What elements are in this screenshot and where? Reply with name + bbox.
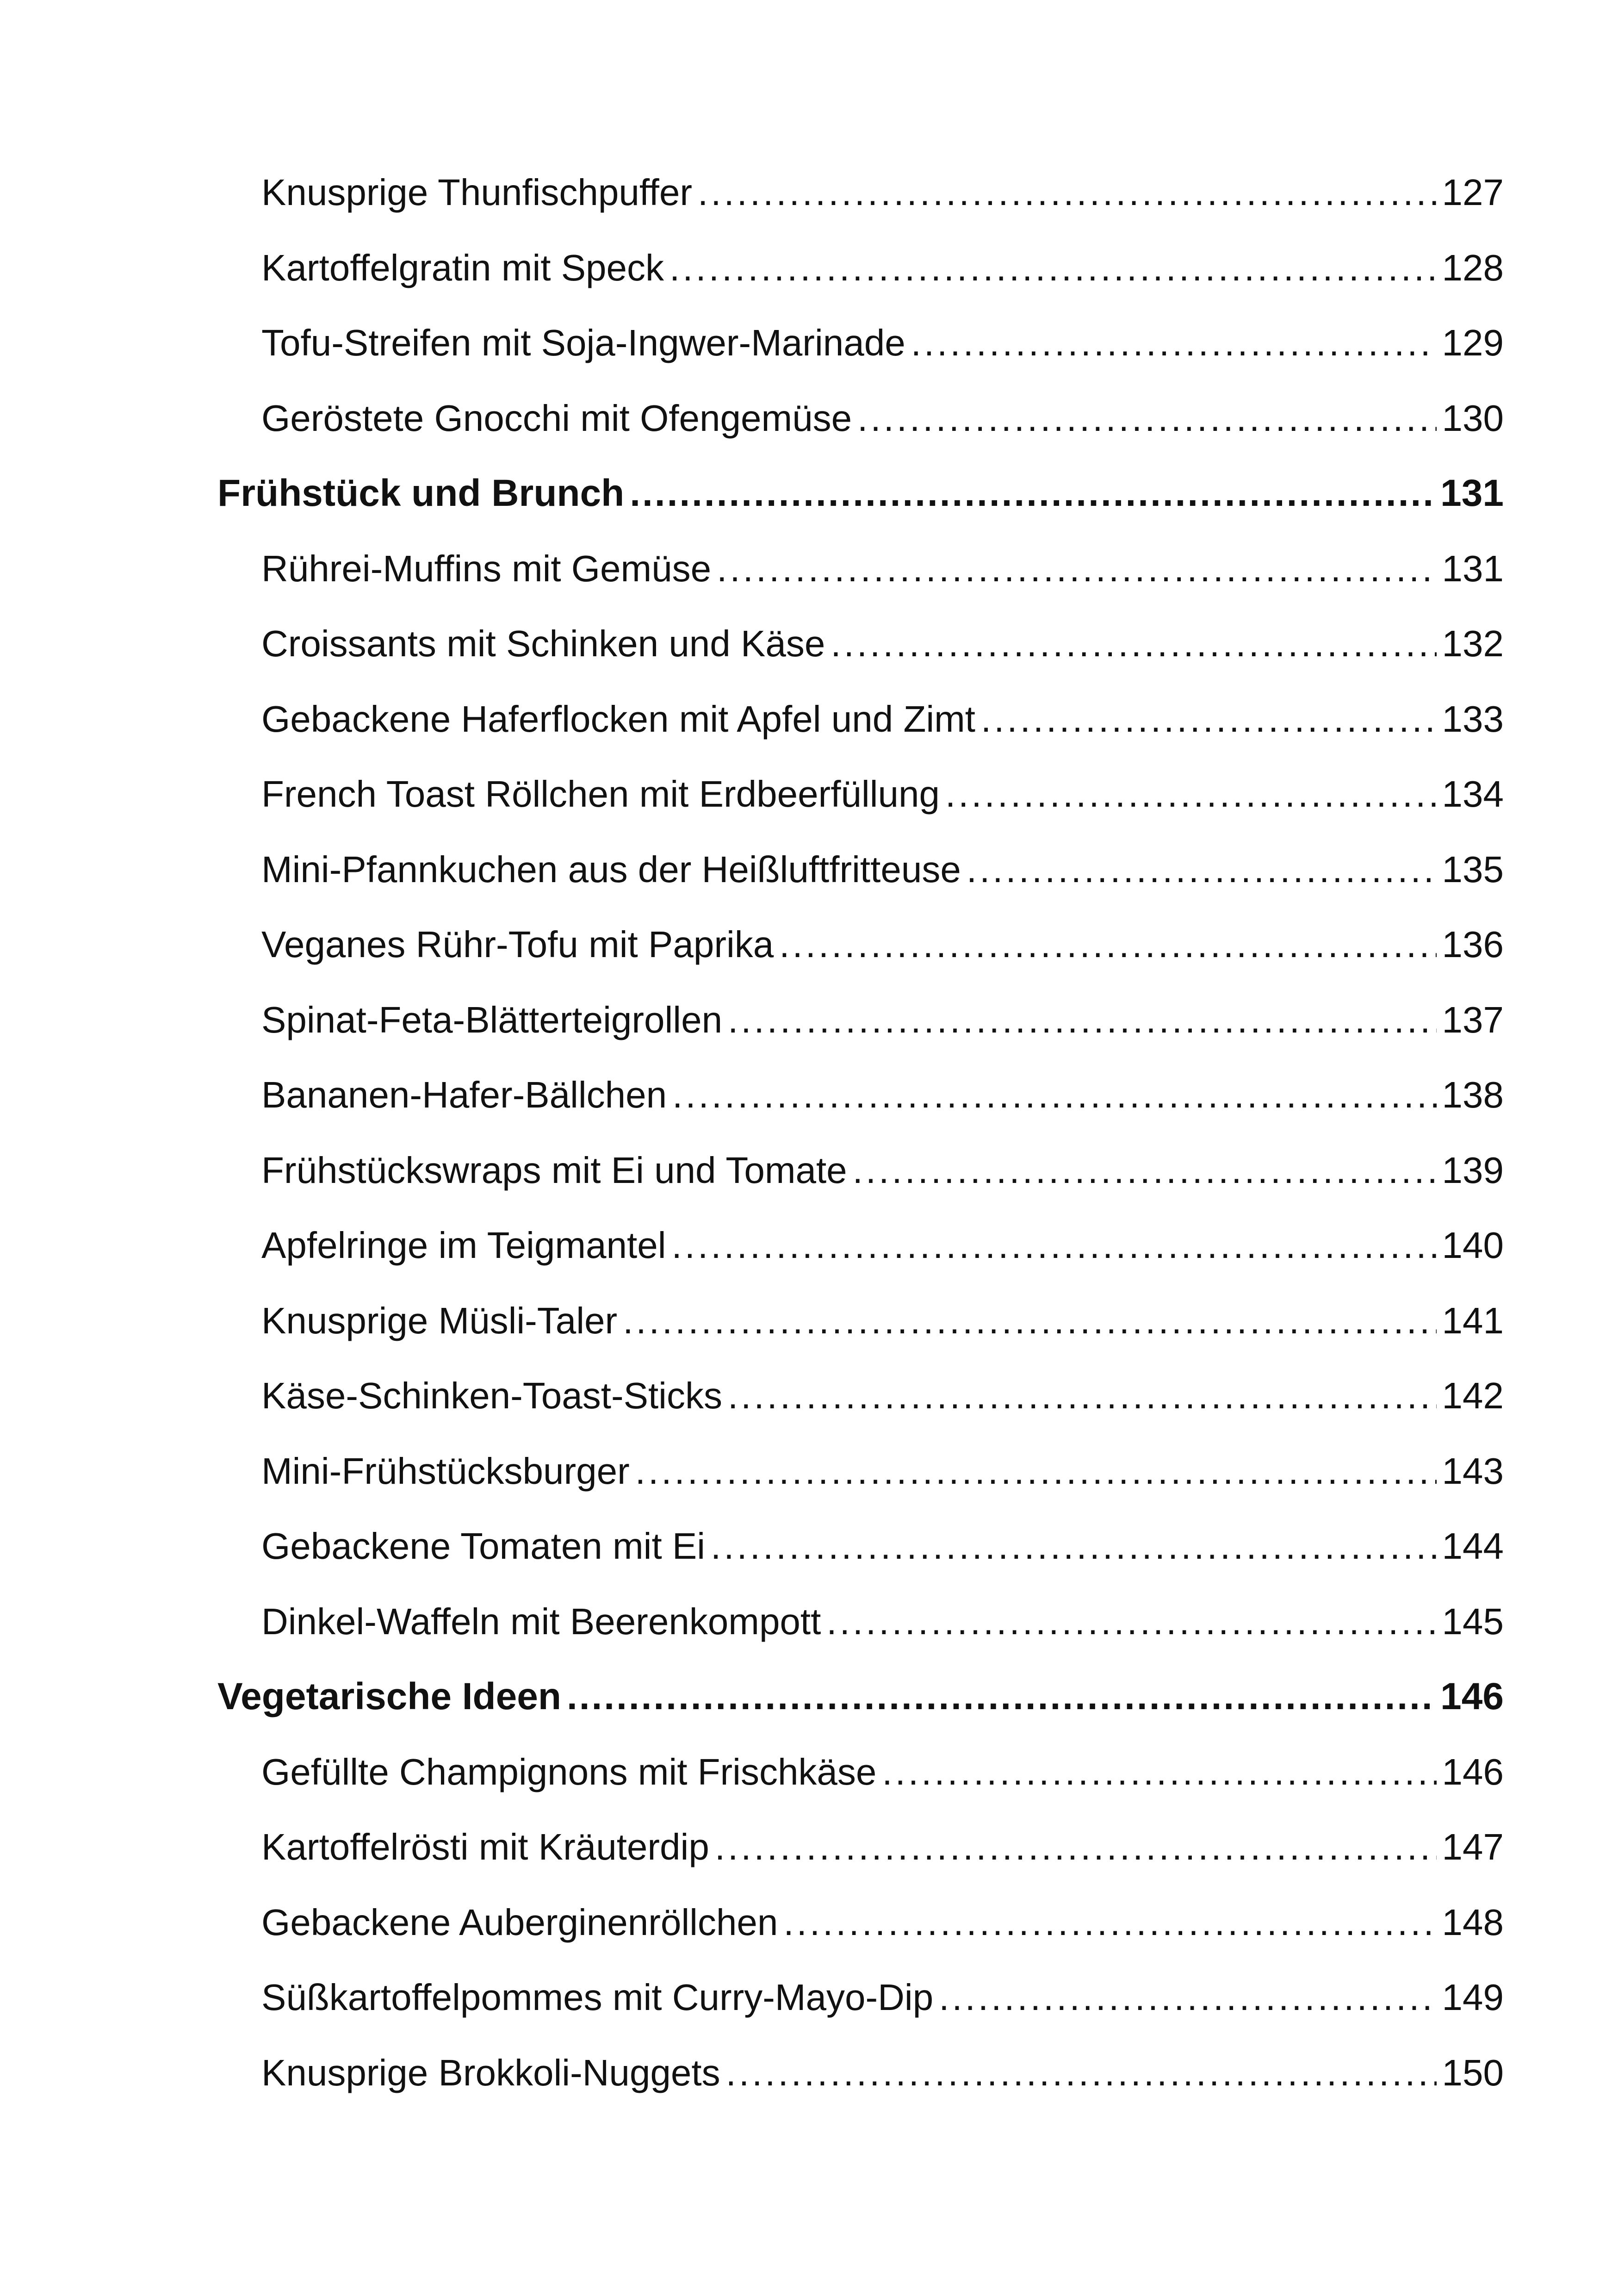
toc-entry-title: Apfelringe im Teigmantel bbox=[261, 1225, 666, 1266]
toc-leader bbox=[630, 456, 1435, 531]
toc-page-number: 131 bbox=[1442, 548, 1504, 589]
toc-leader bbox=[911, 305, 1437, 381]
toc-page-number: 129 bbox=[1442, 322, 1504, 363]
toc-entry-title: Knusprige Thunfischpuffer bbox=[261, 172, 692, 213]
toc-leader bbox=[670, 230, 1436, 306]
toc-leader bbox=[945, 757, 1437, 832]
toc-section-heading[interactable] bbox=[217, 1659, 1504, 1735]
toc-page-number: 135 bbox=[1442, 848, 1504, 890]
toc-entry-title: Gebackene Auberginenröllchen bbox=[261, 1901, 778, 1943]
toc-page-number: 134 bbox=[1442, 773, 1504, 815]
toc-page-number: 150 bbox=[1442, 2052, 1504, 2093]
toc-leader bbox=[717, 531, 1436, 607]
toc-entry[interactable] bbox=[217, 305, 1504, 381]
toc-leader bbox=[728, 983, 1436, 1058]
toc-entry-title: Kartoffelgratin mit Speck bbox=[261, 247, 664, 288]
toc-entry-title: Veganes Rühr-Tofu mit Paprika bbox=[261, 924, 774, 965]
toc-entry[interactable] bbox=[217, 1735, 1504, 1810]
toc-entry[interactable] bbox=[217, 606, 1504, 682]
toc-leader bbox=[726, 2035, 1437, 2111]
toc-entry-title: Croissants mit Schinken und Käse bbox=[261, 623, 825, 664]
toc-page-number: 127 bbox=[1442, 172, 1504, 213]
toc-page-number: 146 bbox=[1442, 1751, 1504, 1792]
toc-page-number: 132 bbox=[1442, 623, 1504, 664]
toc-entry-title: Spinat-Feta-Blätterteigrollen bbox=[261, 999, 723, 1040]
toc-entry-title: Knusprige Brokkoli-Nuggets bbox=[261, 2052, 720, 2093]
toc-leader bbox=[672, 1058, 1436, 1133]
toc-entry[interactable] bbox=[217, 1358, 1504, 1434]
toc-section-title: Vegetarische Ideen bbox=[217, 1675, 561, 1717]
toc-leader bbox=[981, 682, 1437, 757]
toc-leader bbox=[635, 1434, 1437, 1509]
toc-page-number: 144 bbox=[1442, 1525, 1504, 1567]
toc-page-number: 148 bbox=[1442, 1901, 1504, 1943]
toc-entry[interactable] bbox=[217, 1960, 1504, 2035]
toc-entry-title: Mini-Pfannkuchen aus der Heißluftfritteuse bbox=[261, 848, 961, 890]
toc-entry-title: Gebackene Haferflocken mit Apfel und Zimt bbox=[261, 698, 975, 740]
toc-entry[interactable] bbox=[217, 155, 1504, 230]
toc-leader bbox=[882, 1735, 1436, 1810]
toc-entry-title: Gebackene Tomaten mit Ei bbox=[261, 1525, 706, 1567]
toc-leader bbox=[711, 1509, 1436, 1584]
toc-entry[interactable] bbox=[217, 1584, 1504, 1660]
toc-section-title: Frühstück und Brunch bbox=[217, 472, 625, 514]
toc-entry-title: Bananen-Hafer-Bällchen bbox=[261, 1074, 667, 1115]
toc-entry-title: Süßkartoffelpommes mit Curry-Mayo-Dip bbox=[261, 1977, 934, 2018]
toc-leader bbox=[857, 381, 1436, 456]
toc-leader bbox=[826, 1584, 1436, 1660]
toc-entry-title: Kartoffelrösti mit Kräuterdip bbox=[261, 1826, 709, 1867]
toc-page-number: 131 bbox=[1440, 472, 1504, 514]
toc-entry[interactable] bbox=[217, 757, 1504, 832]
toc-entry-title: French Toast Röllchen mit Erdbeerfüllung bbox=[261, 773, 940, 815]
toc-page-number: 136 bbox=[1442, 924, 1504, 965]
table-of-contents bbox=[217, 155, 1504, 2110]
toc-leader bbox=[728, 1358, 1437, 1434]
toc-entry[interactable] bbox=[217, 1208, 1504, 1283]
toc-leader bbox=[783, 1885, 1436, 1960]
toc-page-number: 142 bbox=[1442, 1375, 1504, 1416]
toc-entry[interactable] bbox=[217, 531, 1504, 607]
toc-entry[interactable] bbox=[217, 1283, 1504, 1359]
toc-section-heading[interactable] bbox=[217, 456, 1504, 531]
toc-page-number: 138 bbox=[1442, 1074, 1504, 1115]
toc-page-number: 141 bbox=[1442, 1300, 1504, 1341]
toc-entry[interactable] bbox=[217, 381, 1504, 456]
toc-entry[interactable] bbox=[217, 907, 1504, 983]
toc-page-number: 143 bbox=[1442, 1450, 1504, 1492]
toc-entry-title: Geröstete Gnocchi mit Ofengemüse bbox=[261, 397, 852, 439]
toc-entry[interactable] bbox=[217, 2035, 1504, 2111]
toc-page-number: 140 bbox=[1442, 1225, 1504, 1266]
toc-page-number: 139 bbox=[1442, 1149, 1504, 1191]
toc-leader bbox=[698, 155, 1437, 230]
toc-leader bbox=[567, 1659, 1435, 1735]
toc-entry-title: Frühstückswraps mit Ei und Tomate bbox=[261, 1149, 847, 1191]
toc-page-number: 147 bbox=[1442, 1826, 1504, 1867]
toc-entry[interactable] bbox=[217, 1058, 1504, 1133]
toc-page-number: 137 bbox=[1442, 999, 1504, 1040]
toc-leader bbox=[939, 1960, 1436, 2035]
toc-leader bbox=[967, 832, 1437, 908]
toc-entry-title: Käse-Schinken-Toast-Sticks bbox=[261, 1375, 722, 1416]
toc-leader bbox=[831, 606, 1436, 682]
toc-page-number: 145 bbox=[1442, 1600, 1504, 1642]
toc-entry[interactable] bbox=[217, 1509, 1504, 1584]
toc-entry-title: Mini-Frühstücksburger bbox=[261, 1450, 630, 1492]
toc-page-number: 130 bbox=[1442, 397, 1504, 439]
toc-entry-title: Dinkel-Waffeln mit Beerenkompott bbox=[261, 1600, 821, 1642]
toc-leader bbox=[672, 1208, 1437, 1283]
toc-entry[interactable] bbox=[217, 682, 1504, 757]
toc-entry-title: Rührei-Muffins mit Gemüse bbox=[261, 548, 712, 589]
toc-entry-title: Gefüllte Champignons mit Frischkäse bbox=[261, 1751, 877, 1792]
toc-entry[interactable] bbox=[217, 1885, 1504, 1960]
toc-entry-title: Knusprige Müsli-Taler bbox=[261, 1300, 618, 1341]
toc-page-number: 133 bbox=[1442, 698, 1504, 740]
toc-entry[interactable] bbox=[217, 1434, 1504, 1509]
toc-page-number: 149 bbox=[1442, 1977, 1504, 2018]
toc-entry[interactable] bbox=[217, 1133, 1504, 1208]
toc-leader bbox=[623, 1283, 1436, 1359]
toc-entry[interactable] bbox=[217, 832, 1504, 908]
toc-page-number: 146 bbox=[1440, 1675, 1504, 1717]
toc-leader bbox=[853, 1133, 1437, 1208]
toc-entry-title: Tofu-Streifen mit Soja-Ingwer-Marinade bbox=[261, 322, 905, 363]
toc-page-number: 128 bbox=[1442, 247, 1504, 288]
toc-entry[interactable] bbox=[217, 230, 1504, 306]
toc-entry[interactable] bbox=[217, 983, 1504, 1058]
toc-leader bbox=[779, 907, 1436, 983]
toc-entry[interactable] bbox=[217, 1810, 1504, 1885]
toc-leader bbox=[715, 1810, 1437, 1885]
